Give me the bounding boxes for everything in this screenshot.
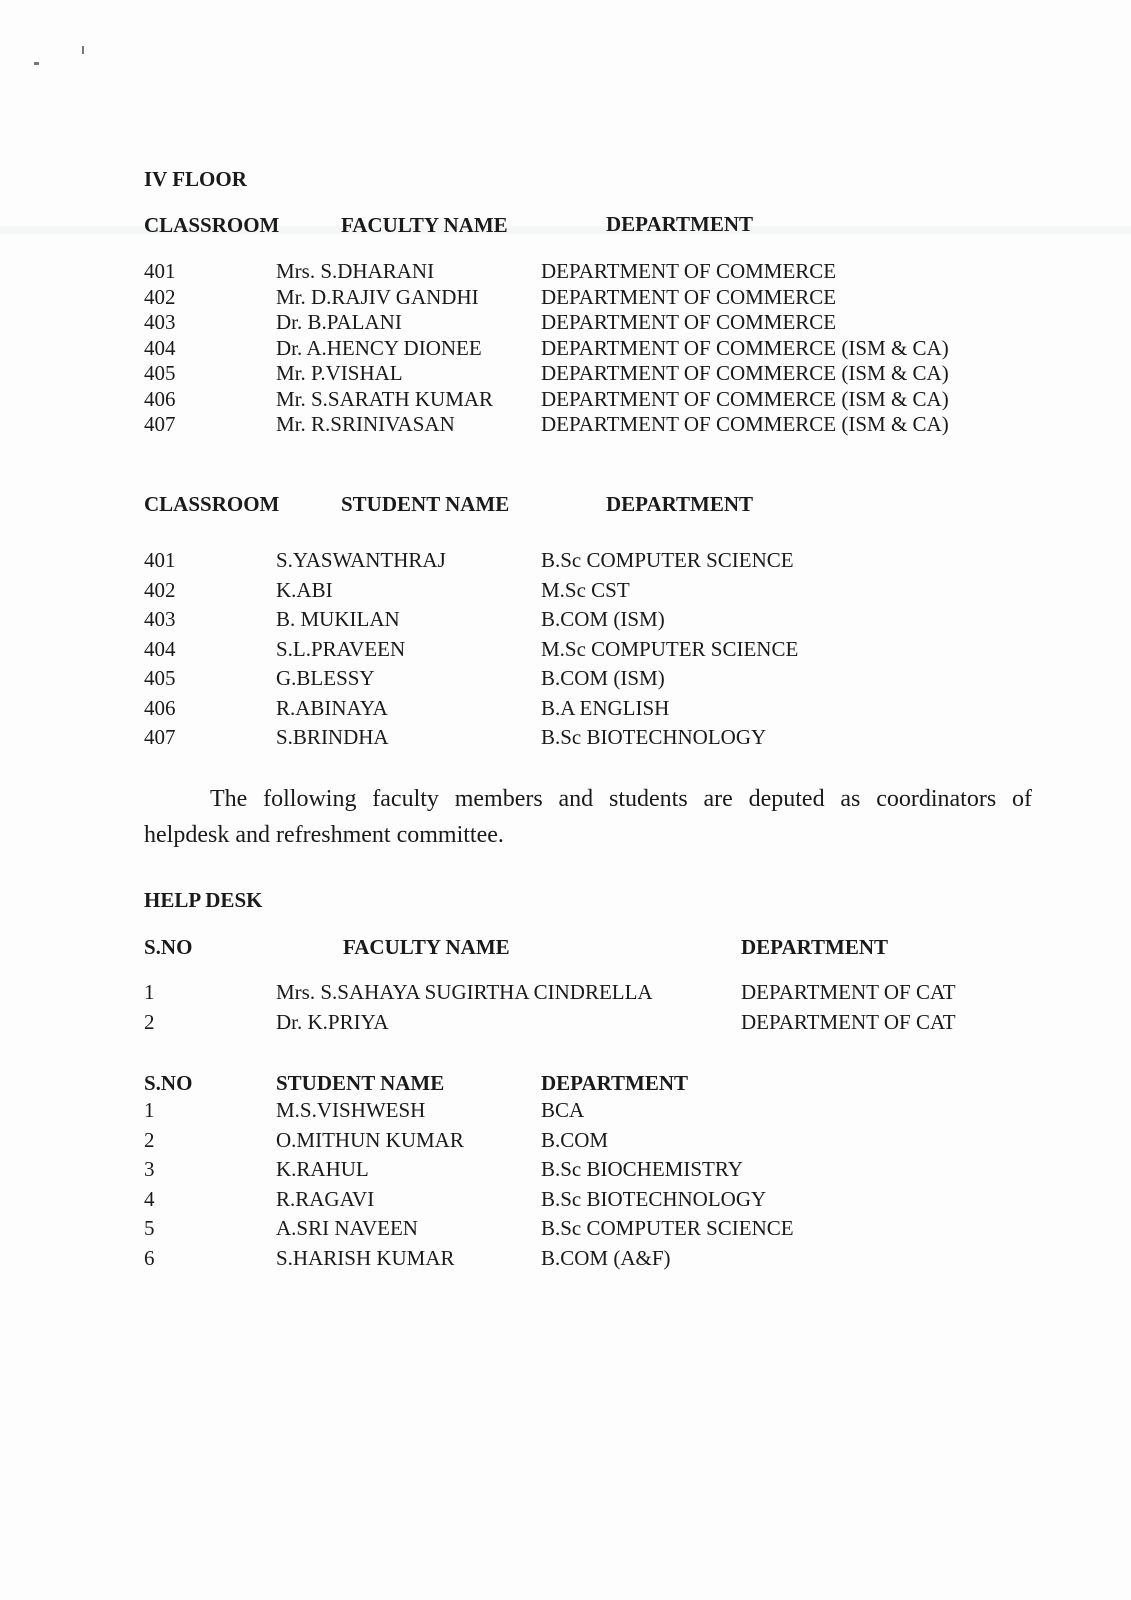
faculty-cell-first: 401 bbox=[144, 259, 176, 283]
hd-faculty-header-sno: S.NO bbox=[144, 935, 193, 959]
faculty-cell-second: Mr. P.VISHAL bbox=[276, 361, 403, 385]
hd-student-header-name: STUDENT NAME bbox=[276, 1071, 445, 1095]
faculty-cell-third: DEPARTMENT OF COMMERCE bbox=[541, 310, 837, 334]
hd-faculty-header-department: DEPARTMENT bbox=[741, 935, 889, 959]
hd-faculty-cell-second: Mrs. S.SAHAYA SUGIRTHA CINDRELLA bbox=[276, 980, 653, 1004]
hd-student-header-department: DEPARTMENT bbox=[541, 1071, 689, 1095]
hd-student-cell-first: 6 bbox=[144, 1245, 155, 1270]
faculty-cell-first: 404 bbox=[144, 335, 176, 360]
student-cell-third: B.COM (ISM) bbox=[541, 666, 665, 690]
student-cell-third: M.Sc COMPUTER SCIENCE bbox=[541, 636, 799, 661]
hd-student-cell-first: 2 bbox=[144, 1127, 155, 1152]
faculty-cell-first: 402 bbox=[144, 284, 176, 309]
faculty-cell-first: 406 bbox=[144, 386, 176, 411]
hd-student-cell-first: 5 bbox=[144, 1216, 155, 1240]
student-cell-first: 405 bbox=[144, 666, 176, 690]
hd-student-cell-second: A.SRI NAVEEN bbox=[276, 1216, 418, 1240]
student-cell-first: 407 bbox=[144, 725, 176, 749]
faculty-header-classroom: CLASSROOM bbox=[144, 213, 280, 237]
hd-student-cell-third: B.COM bbox=[541, 1127, 609, 1152]
student-header-department: DEPARTMENT bbox=[606, 492, 754, 516]
intro-paragraph-line-2: helpdesk and refreshment committee. bbox=[144, 822, 504, 848]
hd-student-cell-third: BCA bbox=[541, 1098, 585, 1122]
hd-student-cell-second: R.RAGAVI bbox=[276, 1186, 375, 1211]
student-cell-third: B.Sc COMPUTER SCIENCE bbox=[541, 548, 794, 572]
hd-student-header-sno: S.NO bbox=[144, 1071, 193, 1095]
student-cell-second: B. MUKILAN bbox=[276, 607, 400, 631]
hd-student-cell-second: S.HARISH KUMAR bbox=[276, 1245, 455, 1270]
faculty-header-name: FACULTY NAME bbox=[341, 213, 508, 237]
faculty-header-department: DEPARTMENT bbox=[606, 212, 754, 236]
hd-student-cell-first: 1 bbox=[144, 1098, 155, 1122]
faculty-cell-second: Mr. S.SARATH KUMAR bbox=[276, 386, 494, 411]
faculty-cell-third: DEPARTMENT OF COMMERCE (ISM & CA) bbox=[541, 386, 949, 411]
hd-faculty-cell-first: 2 bbox=[144, 1010, 155, 1034]
student-cell-first: 406 bbox=[144, 695, 176, 720]
hd-student-cell-third: B.Sc BIOCHEMISTRY bbox=[541, 1157, 743, 1181]
faculty-cell-first: 407 bbox=[144, 412, 176, 436]
hd-faculty-cell-third: DEPARTMENT OF CAT bbox=[741, 1010, 956, 1034]
student-cell-third: B.Sc BIOTECHNOLOGY bbox=[541, 725, 767, 749]
hd-student-cell-first: 3 bbox=[144, 1157, 155, 1181]
intro-paragraph-line-1: The following faculty members and students are deputed as coordinators of bbox=[210, 786, 1032, 812]
faculty-cell-second: Dr. B.PALANI bbox=[276, 310, 402, 334]
faculty-cell-third: DEPARTMENT OF COMMERCE (ISM & CA) bbox=[541, 412, 949, 436]
student-cell-second: R.ABINAYA bbox=[276, 695, 388, 720]
hd-student-cell-second: O.MITHUN KUMAR bbox=[276, 1127, 464, 1152]
hd-student-cell-second: M.S.VISHWESH bbox=[276, 1098, 426, 1122]
faculty-cell-second: Mrs. S.DHARANI bbox=[276, 259, 435, 283]
student-cell-third: M.Sc CST bbox=[541, 577, 630, 602]
student-cell-second: S.L.PRAVEEN bbox=[276, 636, 406, 661]
student-cell-third: B.COM (ISM) bbox=[541, 607, 665, 631]
student-cell-third: B.A ENGLISH bbox=[541, 695, 670, 720]
student-cell-first: 403 bbox=[144, 607, 176, 631]
faculty-cell-second: Mr. R.SRINIVASAN bbox=[276, 412, 455, 436]
hd-faculty-cell-first: 1 bbox=[144, 980, 155, 1004]
help-desk-title: HELP DESK bbox=[144, 888, 263, 912]
faculty-cell-second: Dr. A.HENCY DIONEE bbox=[276, 335, 482, 360]
floor-title: IV FLOOR bbox=[144, 167, 247, 191]
scan-speck bbox=[34, 62, 39, 65]
hd-faculty-header-name: FACULTY NAME bbox=[343, 935, 510, 959]
faculty-cell-second: Mr. D.RAJIV GANDHI bbox=[276, 284, 479, 309]
student-header-classroom: CLASSROOM bbox=[144, 492, 280, 516]
hd-student-cell-first: 4 bbox=[144, 1186, 155, 1211]
faculty-cell-third: DEPARTMENT OF COMMERCE bbox=[541, 259, 837, 283]
student-cell-second: K.ABI bbox=[276, 577, 333, 602]
hd-student-cell-second: K.RAHUL bbox=[276, 1157, 369, 1181]
faculty-cell-first: 405 bbox=[144, 361, 176, 385]
scan-speck bbox=[82, 46, 84, 54]
hd-student-cell-third: B.Sc BIOTECHNOLOGY bbox=[541, 1186, 767, 1211]
hd-faculty-cell-third: DEPARTMENT OF CAT bbox=[741, 980, 956, 1004]
faculty-cell-third: DEPARTMENT OF COMMERCE (ISM & CA) bbox=[541, 361, 949, 385]
faculty-cell-first: 403 bbox=[144, 310, 176, 334]
faculty-cell-third: DEPARTMENT OF COMMERCE (ISM & CA) bbox=[541, 335, 949, 360]
hd-student-cell-third: B.COM (A&F) bbox=[541, 1245, 671, 1270]
student-cell-first: 401 bbox=[144, 548, 176, 572]
student-cell-second: S.YASWANTHRAJ bbox=[276, 548, 446, 572]
student-cell-second: S.BRINDHA bbox=[276, 725, 389, 749]
hd-faculty-cell-second: Dr. K.PRIYA bbox=[276, 1010, 389, 1034]
student-cell-first: 402 bbox=[144, 577, 176, 602]
faculty-cell-third: DEPARTMENT OF COMMERCE bbox=[541, 284, 837, 309]
student-cell-second: G.BLESSY bbox=[276, 666, 375, 690]
student-header-name: STUDENT NAME bbox=[341, 492, 510, 516]
hd-student-cell-third: B.Sc COMPUTER SCIENCE bbox=[541, 1216, 794, 1240]
student-cell-first: 404 bbox=[144, 636, 176, 661]
